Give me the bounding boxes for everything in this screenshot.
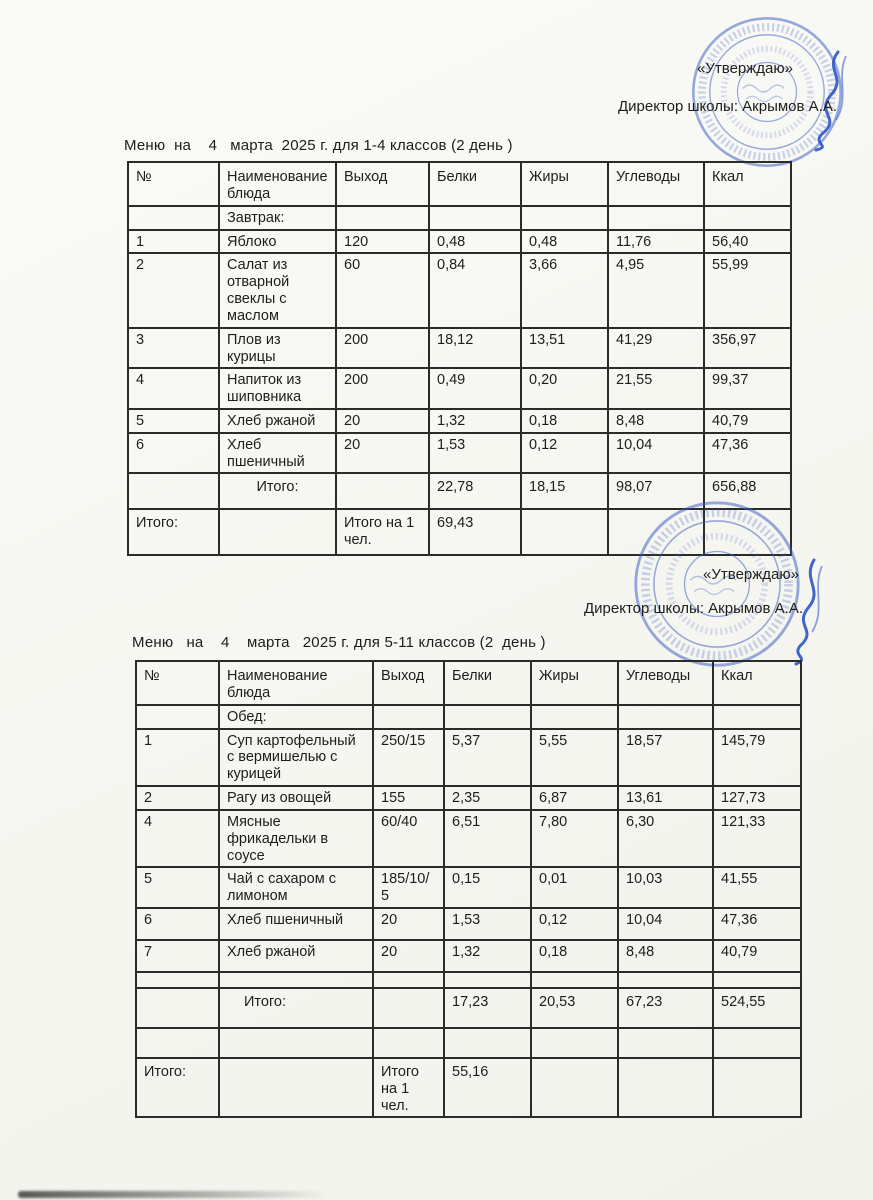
menu-row — [136, 786, 801, 810]
cell-out: 60/40 — [373, 810, 444, 867]
empty-cell — [136, 972, 219, 988]
cell-kcal: 127,73 — [713, 786, 801, 810]
empty-cell — [521, 509, 608, 555]
totals-carbs: 67,23 — [618, 988, 713, 1028]
menu-row — [128, 230, 791, 254]
empty-cell — [373, 972, 444, 988]
empty-cell — [608, 206, 704, 230]
totals-carbs: 98,07 — [608, 473, 704, 509]
cell-kcal: 99,37 — [704, 368, 791, 409]
cell-name: Хлеб пшеничный — [219, 908, 373, 940]
per-person-label: Итого: — [128, 509, 219, 555]
col-header-out: Выход — [336, 162, 429, 206]
cell-name: Салат из отварной свеклы с маслом — [219, 253, 336, 327]
totals-protein: 17,23 — [444, 988, 531, 1028]
col-header-carbs: Углеводы — [608, 162, 704, 206]
cell-name: Рагу из овощей — [219, 786, 373, 810]
menu2-title: Меню на 4 марта 2025 г. для 5-11 классов (2 день ) — [132, 634, 546, 651]
cell-name: Чай с сахаром с лимоном — [219, 867, 373, 908]
per-person-sublabel: Итого на 1 чел. — [336, 509, 429, 555]
cell-name: Яблоко — [219, 230, 336, 254]
cell-fat: 0,18 — [521, 409, 608, 433]
empty-cell — [713, 705, 801, 729]
per-person-row — [136, 1058, 801, 1117]
cell-kcal: 47,36 — [704, 433, 791, 474]
cell-num: 7 — [136, 940, 219, 972]
col-header-name: Наименование блюда — [219, 661, 373, 705]
menu-row — [136, 867, 801, 908]
cell-num: 5 — [128, 409, 219, 433]
table-header-row — [136, 661, 801, 705]
cell-name: Плов из курицы — [219, 328, 336, 369]
cell-out: 250/15 — [373, 729, 444, 786]
cell-protein: 5,37 — [444, 729, 531, 786]
cell-fat: 13,51 — [521, 328, 608, 369]
empty-cell — [373, 988, 444, 1028]
empty-cell — [521, 206, 608, 230]
approve-label-top: «Утверждаю» — [697, 60, 793, 77]
cell-kcal: 56,40 — [704, 230, 791, 254]
cell-fat: 6,87 — [531, 786, 618, 810]
approve-label-middle: «Утверждаю» — [703, 566, 799, 583]
cell-fat: 0,12 — [531, 908, 618, 940]
totals-label: Итого: — [219, 473, 336, 509]
totals-kcal: 524,55 — [713, 988, 801, 1028]
cell-carbs: 10,03 — [618, 867, 713, 908]
menu-row — [128, 433, 791, 474]
director-line-top: Директор школы: Акрымов А.А. — [618, 98, 837, 115]
cell-out: 120 — [336, 230, 429, 254]
cell-out: 200 — [336, 328, 429, 369]
menu-row — [128, 253, 791, 327]
cell-protein: 0,48 — [429, 230, 521, 254]
cell-kcal: 121,33 — [713, 810, 801, 867]
menu-row — [136, 810, 801, 867]
col-header-num: № — [128, 162, 219, 206]
cell-name: Напиток из шиповника — [219, 368, 336, 409]
col-header-protein: Белки — [429, 162, 521, 206]
section-row — [128, 206, 791, 230]
cell-num: 6 — [128, 433, 219, 474]
cell-protein: 0,84 — [429, 253, 521, 327]
empty-cell — [444, 1028, 531, 1058]
cell-fat: 3,66 — [521, 253, 608, 327]
cell-name: Хлеб ржаной — [219, 940, 373, 972]
empty-cell — [713, 1058, 801, 1117]
cell-num: 4 — [136, 810, 219, 867]
cell-out: 60 — [336, 253, 429, 327]
section-row — [136, 705, 801, 729]
col-header-kcal: Ккал — [713, 661, 801, 705]
cell-carbs: 8,48 — [608, 409, 704, 433]
cell-protein: 18,12 — [429, 328, 521, 369]
empty-cell — [373, 705, 444, 729]
cell-carbs: 6,30 — [618, 810, 713, 867]
empty-cell — [713, 1028, 801, 1058]
totals-fat: 18,15 — [521, 473, 608, 509]
cell-carbs: 8,48 — [618, 940, 713, 972]
empty-row — [136, 972, 801, 988]
col-header-kcal: Ккал — [704, 162, 791, 206]
empty-cell — [429, 206, 521, 230]
cell-num: 4 — [128, 368, 219, 409]
cell-carbs: 4,95 — [608, 253, 704, 327]
cell-carbs: 10,04 — [618, 908, 713, 940]
cell-num: 2 — [136, 786, 219, 810]
cell-out: 20 — [373, 908, 444, 940]
empty-cell — [531, 705, 618, 729]
cell-kcal: 41,55 — [713, 867, 801, 908]
cell-protein: 2,35 — [444, 786, 531, 810]
cell-fat: 7,80 — [531, 810, 618, 867]
empty-cell — [219, 1028, 373, 1058]
totals-fat: 20,53 — [531, 988, 618, 1028]
cell-out: 20 — [373, 940, 444, 972]
cell-kcal: 40,79 — [713, 940, 801, 972]
cell-protein: 0,49 — [429, 368, 521, 409]
empty-cell — [618, 972, 713, 988]
col-header-protein: Белки — [444, 661, 531, 705]
cell-out: 200 — [336, 368, 429, 409]
cell-carbs: 13,61 — [618, 786, 713, 810]
cell-carbs: 41,29 — [608, 328, 704, 369]
empty-cell — [336, 206, 429, 230]
cell-protein: 1,32 — [444, 940, 531, 972]
empty-cell — [704, 206, 791, 230]
cell-kcal: 356,97 — [704, 328, 791, 369]
cell-protein: 1,32 — [429, 409, 521, 433]
menu-row — [128, 328, 791, 369]
col-header-fat: Жиры — [521, 162, 608, 206]
cell-kcal: 55,99 — [704, 253, 791, 327]
cell-num: 5 — [136, 867, 219, 908]
per-person-label: Итого: — [136, 1058, 219, 1117]
scan-artifact — [18, 1191, 328, 1198]
totals-label: Итого: — [219, 988, 373, 1028]
per-person-value: 55,16 — [444, 1058, 531, 1117]
cell-out: 20 — [336, 409, 429, 433]
empty-cell — [444, 705, 531, 729]
cell-out: 20 — [336, 433, 429, 474]
menu-row — [136, 940, 801, 972]
cell-num: 1 — [128, 230, 219, 254]
empty-cell — [136, 705, 219, 729]
empty-cell — [373, 1028, 444, 1058]
cell-num: 3 — [128, 328, 219, 369]
section-label: Обед: — [219, 705, 373, 729]
cell-name: Мясные фрикадельки в соусе — [219, 810, 373, 867]
cell-protein: 6,51 — [444, 810, 531, 867]
col-header-out: Выход — [373, 661, 444, 705]
cell-protein: 1,53 — [429, 433, 521, 474]
empty-cell — [444, 972, 531, 988]
col-header-name: Наименование блюда — [219, 162, 336, 206]
cell-fat: 0,48 — [521, 230, 608, 254]
menu-row — [136, 729, 801, 786]
cell-fat: 0,20 — [521, 368, 608, 409]
menu-row — [136, 908, 801, 940]
col-header-num: № — [136, 661, 219, 705]
cell-out: 185/10/5 — [373, 867, 444, 908]
cell-num: 6 — [136, 908, 219, 940]
empty-cell — [618, 1028, 713, 1058]
cell-carbs: 11,76 — [608, 230, 704, 254]
empty-cell — [219, 972, 373, 988]
table-header-row — [128, 162, 791, 206]
totals-kcal: 656,88 — [704, 473, 791, 509]
empty-cell — [531, 1028, 618, 1058]
cell-name: Хлеб ржаной — [219, 409, 336, 433]
cell-name: Хлеб пшеничный — [219, 433, 336, 474]
menu-row — [128, 409, 791, 433]
empty-cell — [136, 1028, 219, 1058]
cell-fat: 0,01 — [531, 867, 618, 908]
cell-protein: 0,15 — [444, 867, 531, 908]
per-person-value: 69,43 — [429, 509, 521, 555]
empty-cell — [128, 206, 219, 230]
cell-num: 2 — [128, 253, 219, 327]
empty-cell — [531, 1058, 618, 1117]
cell-carbs: 21,55 — [608, 368, 704, 409]
cell-kcal: 145,79 — [713, 729, 801, 786]
cell-protein: 1,53 — [444, 908, 531, 940]
empty-cell — [713, 972, 801, 988]
cell-carbs: 18,57 — [618, 729, 713, 786]
menu-row — [128, 368, 791, 409]
cell-carbs: 10,04 — [608, 433, 704, 474]
director-line-middle: Директор школы: Акрымов А.А. — [584, 600, 803, 617]
empty-cell — [531, 972, 618, 988]
col-header-fat: Жиры — [531, 661, 618, 705]
per-person-sublabel: Итого на 1 чел. — [373, 1058, 444, 1117]
cell-fat: 5,55 — [531, 729, 618, 786]
empty-row — [136, 1028, 801, 1058]
empty-cell — [618, 705, 713, 729]
empty-cell — [618, 1058, 713, 1117]
cell-out: 155 — [373, 786, 444, 810]
empty-cell — [136, 988, 219, 1028]
menu2-table — [135, 660, 802, 1118]
section-label: Завтрак: — [219, 206, 336, 230]
cell-kcal: 40,79 — [704, 409, 791, 433]
empty-cell — [219, 1058, 373, 1117]
empty-cell — [219, 509, 336, 555]
totals-row — [136, 988, 801, 1028]
cell-fat: 0,18 — [531, 940, 618, 972]
cell-name: Суп картофельный с вермишелью с курицей — [219, 729, 373, 786]
totals-protein: 22,78 — [429, 473, 521, 509]
empty-cell — [128, 473, 219, 509]
empty-cell — [336, 473, 429, 509]
cell-fat: 0,12 — [521, 433, 608, 474]
menu1-title: Меню на 4 марта 2025 г. для 1-4 классов (2 день ) — [124, 137, 513, 154]
cell-kcal: 47,36 — [713, 908, 801, 940]
cell-num: 1 — [136, 729, 219, 786]
col-header-carbs: Углеводы — [618, 661, 713, 705]
